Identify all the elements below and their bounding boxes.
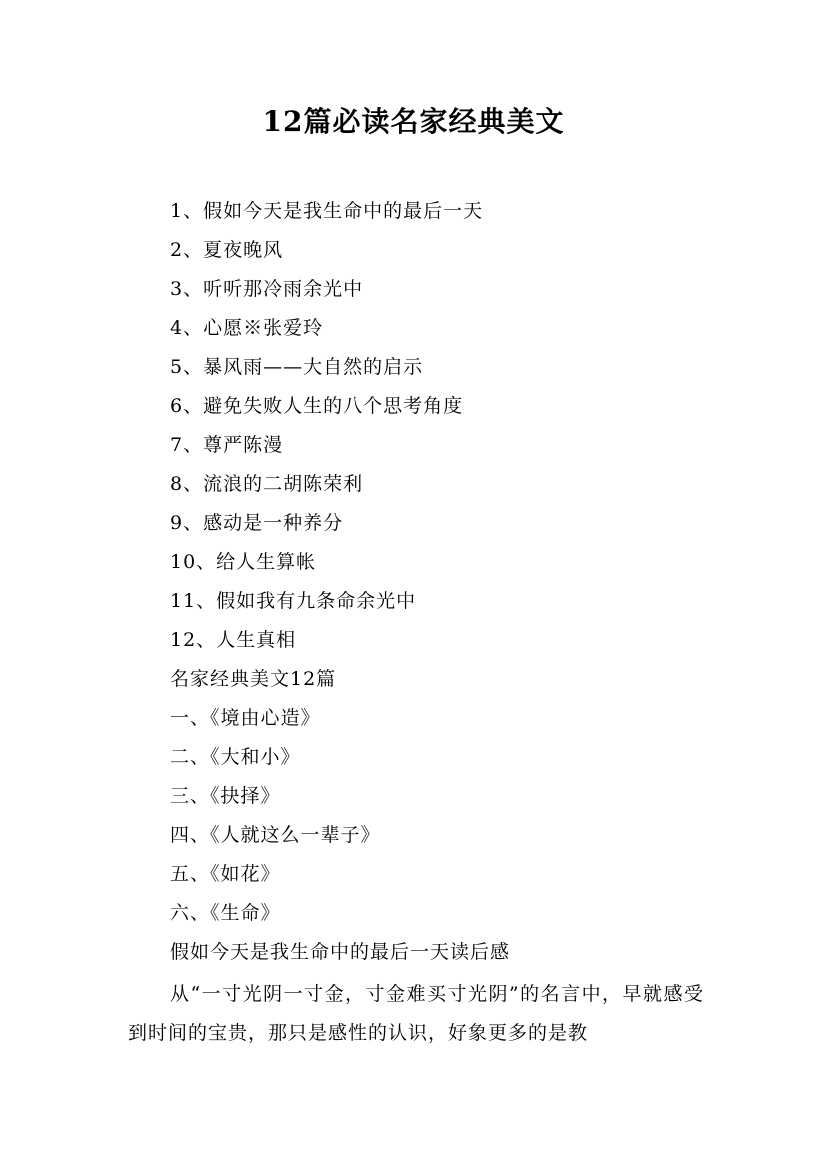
document-title: 12篇必读名家经典美文 [262, 105, 565, 138]
list-item: 7、尊严陈漫 [170, 434, 284, 456]
list-item: 六、《生命》 [170, 902, 281, 924]
list-item: 一、《境由心造》 [170, 707, 321, 729]
list-item: 1、假如今天是我生命中的最后一天 [170, 200, 484, 222]
list-item: 3、听听那冷雨余光中 [170, 278, 364, 300]
list-item: 9、感动是一种养分 [170, 512, 344, 534]
list-item: 11、假如我有九条命余光中 [170, 590, 417, 612]
contents-list [170, 197, 510, 977]
list-item: 10、给人生算帐 [170, 551, 317, 573]
list-item: 5、暴风雨——大自然的启示 [170, 356, 424, 378]
list-item: 三、《抉择》 [170, 785, 281, 807]
list-item: 4、心愿※张爱玲 [170, 317, 324, 339]
list-item: 二、《大和小》 [170, 746, 301, 768]
list-item: 12、人生真相 [170, 629, 297, 651]
list-item: 五、《如花》 [170, 863, 281, 885]
list-item: 6、避免失败人生的八个思考角度 [170, 395, 464, 417]
list-item: 假如今天是我生命中的最后一天读后感 [170, 941, 511, 963]
list-item: 四、《人就这么一辈子》 [170, 824, 381, 846]
list-item: 8、流浪的二胡陈荣利 [170, 473, 364, 495]
list-item: 名家经典美文12篇 [170, 668, 337, 690]
list-item: 2、夏夜晚风 [170, 239, 284, 261]
body-paragraph: 从“一寸光阴一寸金，寸金难买寸光阴”的名言中，早就感受到时间的宝贵，那只是感性的认识，好象更多的是教 [128, 983, 704, 1044]
